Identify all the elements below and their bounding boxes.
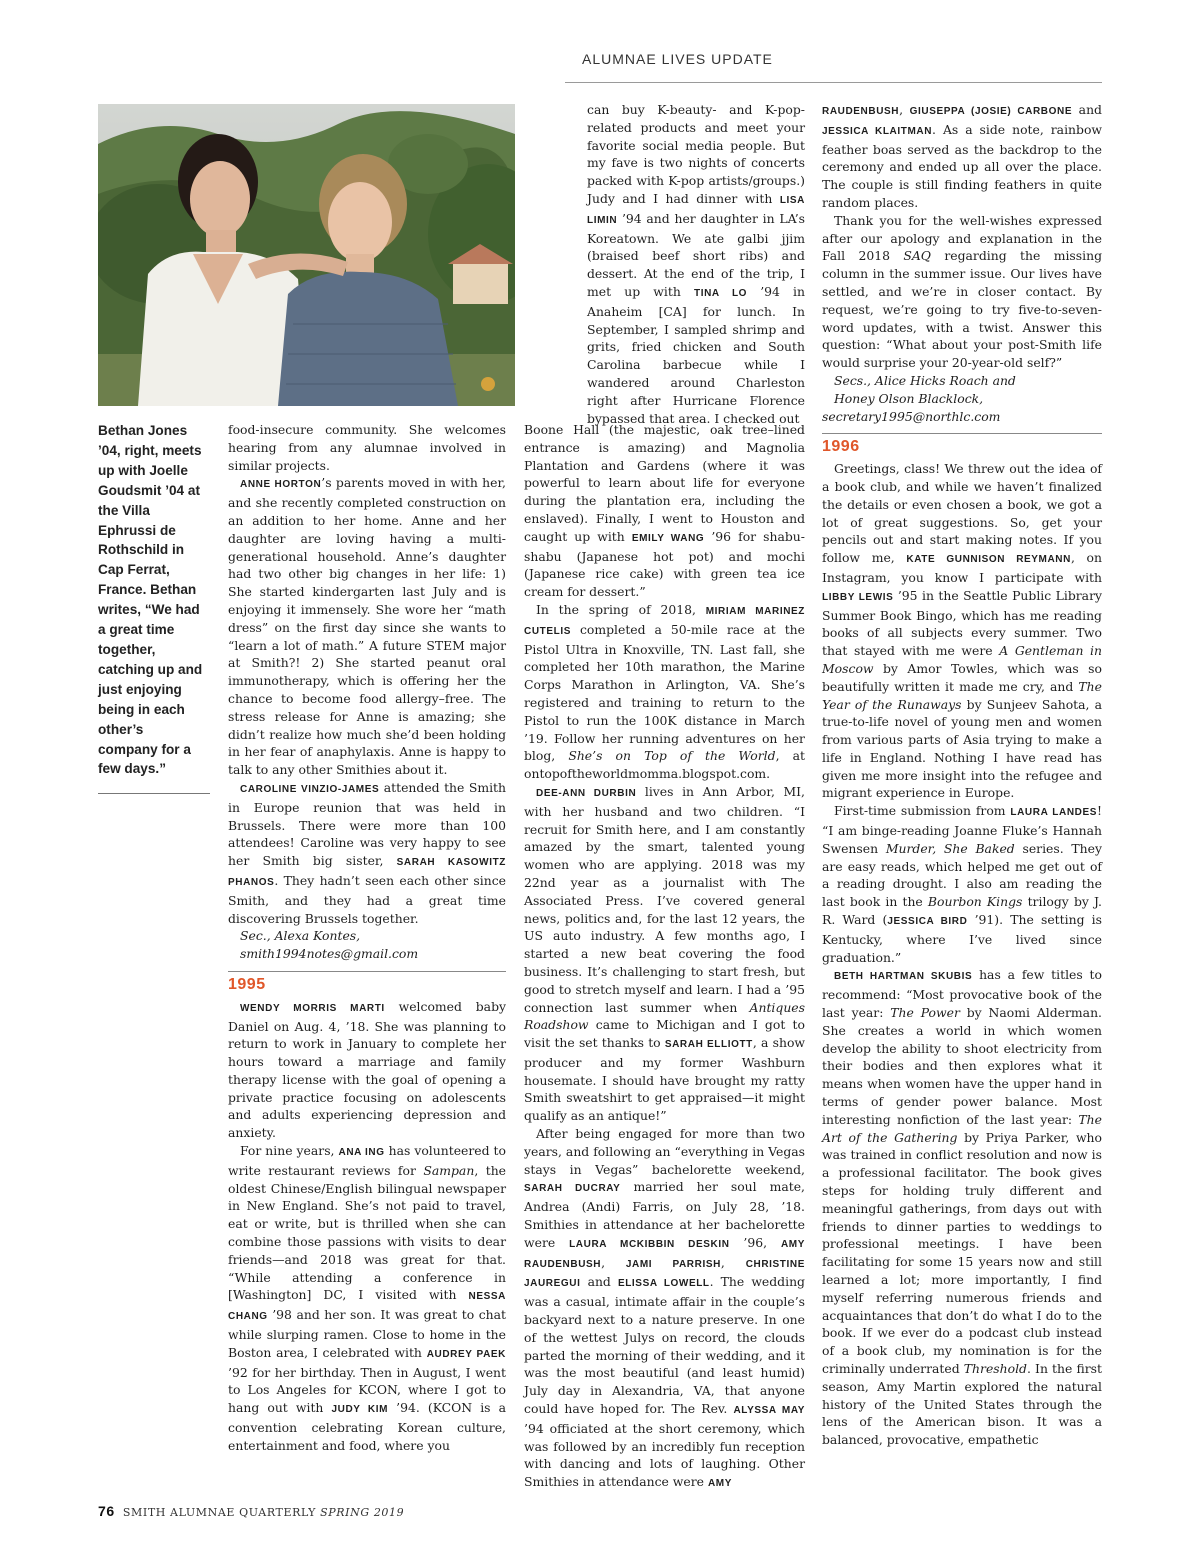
photo-illustration: [98, 104, 515, 406]
header-rule: [565, 82, 1102, 83]
alumna-name: EMILY WANG: [631, 532, 705, 544]
paragraph: Boone Hall (the majestic, oak tree–lined entrance is amazing) and Magnolia Plantation and Gardens (where it was powerful to learn about life for everyone during the plantation era, including the enslaved). Finally, I went to Houston and caught up with EMILY WANG ’96 for shabu-shabu (Japanese hot pot) and mochi (Japanese rice cake) with green tea ice cream for dessert.”: [524, 422, 805, 600]
alumna-name: JAMI PARRISH: [625, 1258, 721, 1270]
paragraph: CAROLINE VINZIO-JAMES attended the Smith in Europe reunion that was held in Brussels. There were more than 100 attendees! Caroline was very happy to see her Smith big sister, SARAH KASOWITZ PHANOS. They hadn’t seen each other since Smith, and they had a great time discovering Brussels together.: [228, 779, 507, 926]
alumna-name: KATE GUNNISON REYMANN: [906, 554, 1071, 566]
blog-title: She’s on Top of the World: [568, 748, 776, 764]
alumna-name: SARAH ELLIOTT: [664, 1039, 753, 1051]
alumna-name: CAROLINE VINZIO-JAMES: [240, 783, 380, 795]
alumna-name: TINA LO: [693, 287, 748, 299]
book-title: Bourbon Kings: [927, 894, 1023, 910]
alumna-name: JESSICA BIRD: [887, 916, 968, 928]
alumna-name: LAURA LANDES: [1010, 807, 1098, 819]
alumna-name: AUDREY PAEK: [426, 1348, 506, 1360]
paragraph: In the spring of 2018, MIRIAM MARINEZ CUTELIS completed a 50-mile race at the Pistol Ultra in Knoxville, TN. Last fall, she completed her 10th marathon, the Marine Corps Marathon in Arlington, VA. She’s registered and training to return to the Pistol to run the 100K distance in March ’19. Follow her running adventures on her blog, She’s on Top of the World, at ontopoftheworldmomma.blogspot.com.: [524, 601, 805, 782]
alumna-name: DEE-ANN DURBIN: [536, 787, 637, 799]
alumna-name: SARAH DUCRAY: [524, 1183, 621, 1195]
alumna-name: MIRIAM MARINEZ CUTELIS: [524, 605, 805, 637]
alumna-name: LIBBY LEWIS: [822, 591, 894, 603]
caption-rule: [98, 793, 210, 794]
paragraph: WENDY MORRIS MARTI welcomed baby Daniel on Aug. 4, ’18. She was planning to return to work in January to complete her hours toward a marriage and family therapy license with the goal of opening a private practice focusing on adolescents and adults experiencing depression and anxiety.: [228, 998, 506, 1141]
alumna-name: RAUDENBUSH: [822, 106, 900, 117]
paragraph: BETH HARTMAN SKUBIS has a few titles to recommend: “Most provocative book of the last year: The Power by Naomi Alderman. She creates a world in which women develop the ability to shoot electricity from their bodies and then explores what it means when women have the upper hand in terms of gender power balance. Most interesting nonfiction of the last year: The Art of the Gathering by Priya Parker, who was trained in conflict resolution and now is a professional facilitator. The book gives steps for holding truly different and meaningful gatherings, from days out with friends to dinner parties to weddings to professional meetings. I have been facilitating for some 15 years now and still learned a lot; more importantly, I find myself referring numerous friends and acquaintances that don’t do what I do to the book. If we ever do a podcast club instead of a book club, my nomination is for the criminally underrated Threshold. In the first season, Amy Martin explored the natural history of the United States through the lens of the American bison. It was a balanced, provocative, empathetic: [822, 967, 1102, 1448]
paragraph: Thank you for the well-wishes expressed after our apology and explanation in the Fall 2018 SAQ regarding the missing column in the summer issue. Our lives have settled, and we’re in closer contact. By request, we’re going to try five-to-seven-word updates, with a twist. Answer this question: “What about your post-Smith life would surprise your 20-year-old self?”: [822, 212, 1102, 371]
alumna-name: GIUSEPPA (JOSIE) CARBONE: [909, 106, 1073, 117]
book-title: The Art of the Gathering: [822, 1111, 1102, 1145]
issue-season: SPRING 2019: [320, 1506, 405, 1519]
alumna-name: JESSICA KLAITMAN: [822, 125, 933, 137]
paragraph: After being engaged for more than two years, and following an “everything in Vegas stays in Vegas” bachelorette weekend, SARAH DUCRAY married her soul mate, Andrea (Andi) Farris, on July 28, ’18. Smithies in attendance at her bachelorette were LAURA MCKIBBIN DESKIN ’96, AMY RAUDENBUSH, JAMI PARRISH, CHRISTINE JAUREGUI and ELISSA LOWELL. The wedding was a casual, intimate affair in the couple’s backyard next to a nature preserve. In one of the wettest Julys on record, the clouds parted the morning of their wedding, and it was the most beautiful (and least humid) July day in Alexandria, VA, that anyone could have hoped for. The Rev. ALYSSA MAY ’94 officiated at the short ceremony, which was followed by an incredibly fun reception with dancing and lots of laughing. Other Smithies in attendance were AMY: [524, 1126, 806, 1490]
paragraph: RAUDENBUSH, GIUSEPPA (JOSIE) CARBONE and JESSICA KLAITMAN. As a side note, rainbow feather boas served as the backdrop to the ceremony and ended up all over the place. The couple is still finding feathers in quite random places.: [822, 102, 1103, 210]
column-1: [228, 421, 506, 1455]
secretary-line: Sec., Alexa Kontes,: [240, 928, 361, 944]
alumna-name: ANA ING: [338, 1147, 385, 1159]
paragraph: food-insecure community. She welcomes hearing from any alumnae involved in similar projects.: [228, 422, 506, 473]
year-heading-1996: 1996: [822, 433, 1102, 456]
alumna-name: AMY RAUDENBUSH: [524, 1238, 805, 1270]
paragraph: DEE-ANN DURBIN lives in Ann Arbor, MI, with her husband and two children. “I recruit for Smith here, and I am constantly amazed by the smart, talented young women who are applying. 2018 was my 22nd year as a journalist with The Associated Press. I’ve covered general news, politics and, for the last 12 years, the US auto industry. A few months ago, I started a new beat covering the food business. It’s challenging to start fresh, but good to stretch myself and learn. I had a ’95 connection last summer when Antiques Roadshow came to Michigan and I got to visit the set thanks to SARAH ELLIOTT, a show producer and my former Washburn housemate. I should have brought my ratty Smith sweatshirt to get appraised—it might qualify as an antique!”: [524, 783, 806, 1124]
alumna-name: LAURA MCKIBBIN DESKIN: [569, 1238, 730, 1250]
publication-name: SMITH ALUMNAE QUARTERLY: [122, 1506, 317, 1519]
paragraph: For nine years, ANA ING has volunteered to write restaurant reviews for Sampan, the oldest Chinese/English bilingual newspaper in New England. She’s not paid to travel, eat or write, but is thrilled when she can combine those passions with visits to dear friends—and 2018 was great for that. “While attending a conference in [Washington] DC, I visited with NESSA CHANG ’98 and her son. It was great to chat while slurping ramen. Close to home in the Boston area, I celebrated with AUDREY PAEK ’92 for her birthday. Then in August, I went to Los Angeles for KCON, where I got to hang out with JUDY KIM ’94. (KCON is a convention celebrating Korean culture, entertainment and food, where you: [228, 1143, 507, 1453]
secretary-email: smith1994notes@gmail.com: [240, 946, 419, 962]
book-title: The Power: [890, 1005, 960, 1021]
book-title: Murder, She Baked: [885, 840, 1015, 856]
alumna-name: WENDY MORRIS MARTI: [240, 1002, 385, 1014]
paragraph: ANNE HORTON’s parents moved in with her, and she recently completed construction on an addition to her home. Anne and her daughter are loving having a multi-generational household. Anne’s daughter had two other big changes in her life: 1) She started kindergarten last July and is enjoying it immensely. She wore her “math dress” on the first day since she wants to “learn a lot of math.” A future STEM major at Smith?! 2) She started peanut oral immunotherapy, which is offering her the chance to become food allergy–free. The stress release for Anne is amazing; she didn’t realize how much she’d been holding in her fear of anaphylaxis. Anne is happy to talk to any other Smithies about it.: [228, 475, 506, 778]
podcast-title: Threshold: [963, 1360, 1027, 1376]
alumna-name: ELISSA LOWELL: [617, 1278, 710, 1290]
secretary-line: Honey Olson Blacklock,: [834, 390, 984, 406]
secretary-line: Secs., Alice Hicks Roach and: [834, 372, 1016, 388]
section-header: ALUMNAE LIVES UPDATE: [582, 51, 773, 67]
photo: [98, 104, 515, 406]
column-3: [822, 101, 1102, 1449]
alumna-name: ALYSSA MAY: [733, 1405, 806, 1417]
alumna-name: LISA LIMIN: [587, 194, 805, 226]
alumna-name: SARAH KASOWITZ PHANOS: [228, 857, 507, 888]
show-title: Antiques Roadshow: [524, 999, 805, 1033]
paragraph: can buy K-beauty- and K-pop-related products and meet your favorite social media people. But my fave is two nights of concerts packed with K-pop artists/groups.) Judy and I had dinner with LISA LIMIN ’94 and her daughter in LA’s Koreatown. We ate galbi jjim (braised beef short ribs) and dessert. At the end of the trip, I met up with TINA LO ’94 in Anaheim [CA] for lunch. In September, I sampled shrimp and grits, fried chicken and South Carolina barbecue while I wandered around Charleston right after Hurricane Florence bypassed that area. I checked out: [587, 102, 805, 426]
paragraph: Greetings, class! We threw out the idea of a book club, and while we haven’t finalized the details or even chosen a book, we got a lot of great suggestions. So, get your pencils out and start making notes. If you follow me, KATE GUNNISON REYMANN, on Instagram, you know I participate with LIBBY LEWIS ’95 in the Seattle Public Library Summer Book Bingo, which has me reading books of all subjects every summer. Two that stayed with me were A Gentleman in Moscow by Amor Towles, which was so beautifully written it made me cry, and The Year of the Runaways by Sunjeev Sahota, a true-to-life novel of young men and women from various parts of Asia trying to make a life in England. Nothing I have read has given me more insight into the refugee and migrant experience in Europe.: [822, 461, 1102, 801]
alumna-name: ANNE HORTON: [240, 479, 322, 491]
page-number: 76: [98, 1503, 115, 1519]
publication-title: Sampan: [423, 1162, 475, 1178]
alumna-name: JUDY KIM: [331, 1404, 389, 1416]
alumna-name: CHRISTINE JAUREGUI: [524, 1258, 805, 1290]
photo-caption: Bethan Jones ’04, right, meets up with Joelle Goudsmit ’04 at the Villa Ephrussi de Rothschild in Cap Ferrat, France. Bethan writes, “We had a great time together, catching up and just enjoying being in each other’s company for a few days.”: [98, 423, 203, 777]
column-2: [524, 421, 805, 1493]
alumna-name: NESSA CHANG: [228, 1291, 506, 1323]
column-2-top: [587, 101, 805, 427]
secretary-email: secretary1995@northlc.com: [822, 408, 1001, 424]
paragraph: First-time submission from LAURA LANDES! “I am binge-reading Joanne Fluke’s Hannah Swensen Murder, She Baked series. They are easy reads, which helped me get out of a reading drought. I also am reading the last book in the Bourbon Kings trilogy by J. R. Ward (JESSICA BIRD ’91). The setting is Kentucky, where I’ve lived since graduation.”: [822, 803, 1102, 965]
alumna-name: BETH HARTMAN SKUBIS: [834, 971, 973, 983]
publication-title: SAQ: [903, 248, 931, 264]
book-title: The Year of the Runaways: [822, 678, 1102, 712]
page-footer: [98, 1503, 404, 1519]
book-title: A Gentleman in Moscow: [822, 643, 1102, 676]
year-heading-1995: 1995: [228, 971, 506, 994]
alumna-name: AMY: [707, 1478, 732, 1490]
